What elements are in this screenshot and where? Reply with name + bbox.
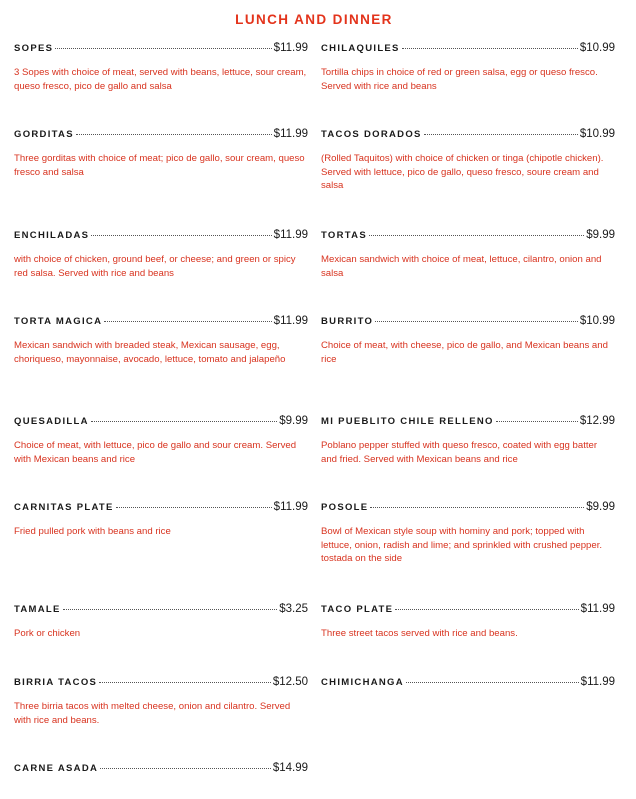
menu-item-sopes [14,42,308,93]
item-name: CHILAQUILES [321,43,400,54]
menu-item-chimichanga [321,676,615,692]
item-description: Three birria tacos with melted cheese, onion and cilantro. Served with rice and beans. [14,701,291,726]
menu-item-carnitas-plate [14,501,308,539]
item-description: Fried pulled pork with beans and rice [14,526,171,537]
item-name: TACO PLATE [321,604,394,615]
menu-item-enchiladas [14,229,308,280]
dot-leader [406,682,579,683]
item-name: ENCHILADAS [14,230,90,241]
dot-leader [55,48,271,49]
item-price: $11.99 [580,603,615,615]
dot-leader [369,235,584,236]
item-price: $9.99 [586,501,615,513]
item-name: TAMALE [14,604,61,615]
menu-item-torta-magica [14,315,308,366]
menu-item-posole [321,501,615,566]
dot-leader [91,235,271,236]
item-description: 3 Sopes with choice of meat, served with beans, lettuce, sour cream, queso fresco, pico de gallo and salsa [14,67,307,92]
menu-item-tacos-dorados [321,128,615,193]
item-name: MI PUEBLITO CHILE RELLENO [321,416,494,427]
dot-leader [100,768,271,769]
dot-leader [63,609,278,610]
item-description: Bowl of Mexican style soup with hominy and pork; topped with lettuce, onion, radish and lime; and sprinkled with crushed pepper. tostada on the side [321,526,603,565]
item-name: CARNE ASADA [14,763,99,774]
item-price: $14.99 [272,762,308,774]
item-name: QUESADILLA [14,416,89,427]
item-price: $9.99 [279,415,308,427]
item-name: TACOS DORADOS [321,129,422,140]
item-name: BURRITO [321,316,374,327]
dot-leader [116,507,272,508]
item-price: $11.99 [273,229,308,241]
menu-item-chilaquiles [321,42,615,93]
item-description: Choice of meat, with cheese, pico de gallo, and Mexican beans and rice [321,340,608,365]
item-name: TORTA MAGICA [14,316,103,327]
item-description: Mexican sandwich with choice of meat, lettuce, cilantro, onion and salsa [321,254,602,279]
item-name: CARNITAS PLATE [14,502,114,513]
item-price: $10.99 [579,315,615,327]
item-price: $11.99 [273,501,308,513]
item-description: Pork or chicken [14,628,81,639]
item-description: Tortilla chips in choice of red or green salsa, egg or queso fresco. Served with rice and beans [321,67,598,92]
dot-leader [424,134,578,135]
item-name: CHIMICHANGA [321,677,404,688]
item-description: Poblano pepper stuffed with queso fresco, coated with egg batter and fried. Served with Mexican beans and rice [321,440,598,465]
dot-leader [76,134,272,135]
menu-item-tortas [321,229,615,280]
dot-leader [496,421,578,422]
menu-item-tamale [14,603,308,641]
item-price: $11.99 [580,676,615,688]
dot-leader [402,48,578,49]
item-price: $3.25 [279,603,308,615]
item-price: $12.99 [579,415,615,427]
item-price: $10.99 [579,128,615,140]
item-price: $11.99 [273,42,308,54]
menu-title: LUNCH AND DINNER [235,12,393,27]
item-price: $12.50 [272,676,308,688]
item-description: Mexican sandwich with breaded steak, Mexican sausage, egg, choriqueso, mayonnaise, avocado, lettuce, tomato and jalapeño [14,340,286,365]
item-price: $10.99 [579,42,615,54]
item-name: GORDITAS [14,129,74,140]
menu-item-burrito [321,315,615,366]
item-description: Three gorditas with choice of meat; pico de gallo, sour cream, queso fresco and salsa [14,153,305,178]
menu-item-carne-asada [14,762,308,778]
item-price: $11.99 [273,128,308,140]
item-name: BIRRIA TACOS [14,677,98,688]
item-name: SOPES [14,43,54,54]
dot-leader [104,321,271,322]
menu-item-quesadilla [14,415,308,466]
item-description: (Rolled Taquitos) with choice of chicken or tinga (chipotle chicken). Served with lettuce, pico de gallo, queso fresco, soure cream and salsa [321,153,604,192]
menu-item-gorditas [14,128,308,179]
item-price: $9.99 [586,229,615,241]
item-name: POSOLE [321,502,369,513]
dot-leader [99,682,271,683]
menu-item-taco-plate [321,603,615,641]
dot-leader [91,421,277,422]
dot-leader [375,321,578,322]
item-price: $11.99 [273,315,308,327]
item-description: with choice of chicken, ground beef, or cheese; and green or spicy red salsa. Served with rice and beans [14,254,296,279]
dot-leader [395,609,578,610]
menu-item-birria-tacos [14,676,308,727]
item-name: TORTAS [321,230,367,241]
item-description: Choice of meat, with lettuce, pico de gallo and sour cream. Served with Mexican beans and rice [14,440,297,465]
dot-leader [370,507,584,508]
menu-item-chile-relleno [321,415,615,466]
item-description: Three street tacos served with rice and beans. [321,628,518,639]
